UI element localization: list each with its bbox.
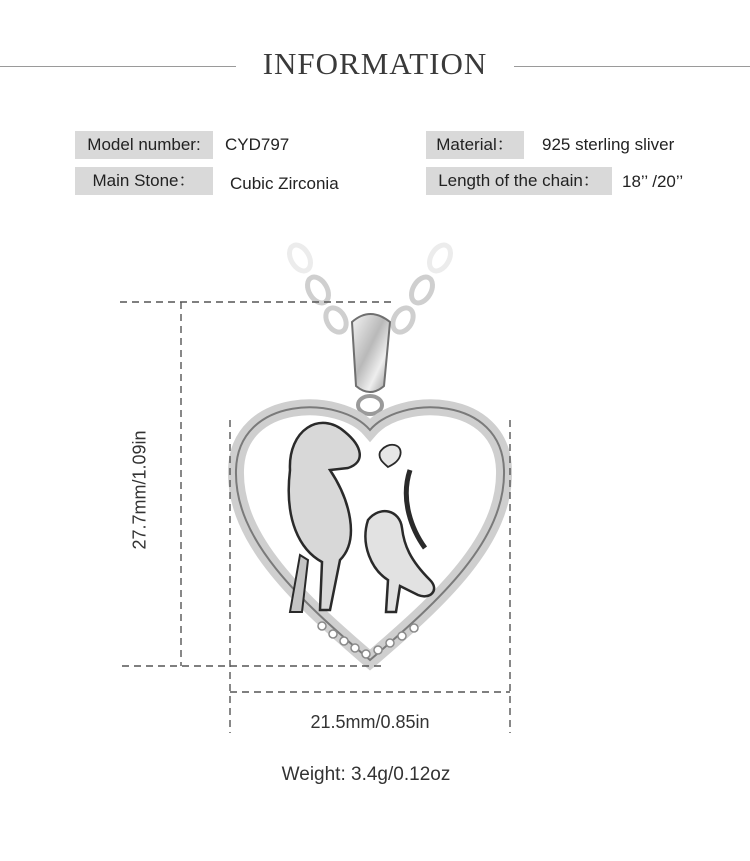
- main-stone-value: Cubic Zirconia: [230, 174, 339, 193]
- weight-text: [0, 764, 750, 786]
- dinosaur-baby-icon: [365, 470, 434, 612]
- chain-length-label: Length of the chain：: [426, 167, 612, 195]
- main-stone-label: Main Stone：: [75, 167, 213, 195]
- height-dimension: 27.7mm/1.09in: [129, 430, 150, 550]
- bail: [352, 314, 390, 392]
- model-number-label: Model number:: [75, 131, 213, 159]
- page-title: INFORMATION: [262, 46, 488, 81]
- weight-value: Weight: 3.4g/0.12oz: [281, 764, 451, 785]
- material-value: 925 sterling sliver: [542, 135, 675, 154]
- material-label: Material：: [426, 131, 524, 159]
- width-dimension: 21.5mm/0.85in: [310, 712, 430, 732]
- model-number-value: CYD797: [225, 135, 290, 154]
- dinosaur-mother-icon: [289, 423, 360, 612]
- small-heart-icon: [379, 445, 400, 467]
- chain-length-value: 18’’ /20’’: [622, 172, 684, 191]
- jump-ring: [358, 396, 382, 414]
